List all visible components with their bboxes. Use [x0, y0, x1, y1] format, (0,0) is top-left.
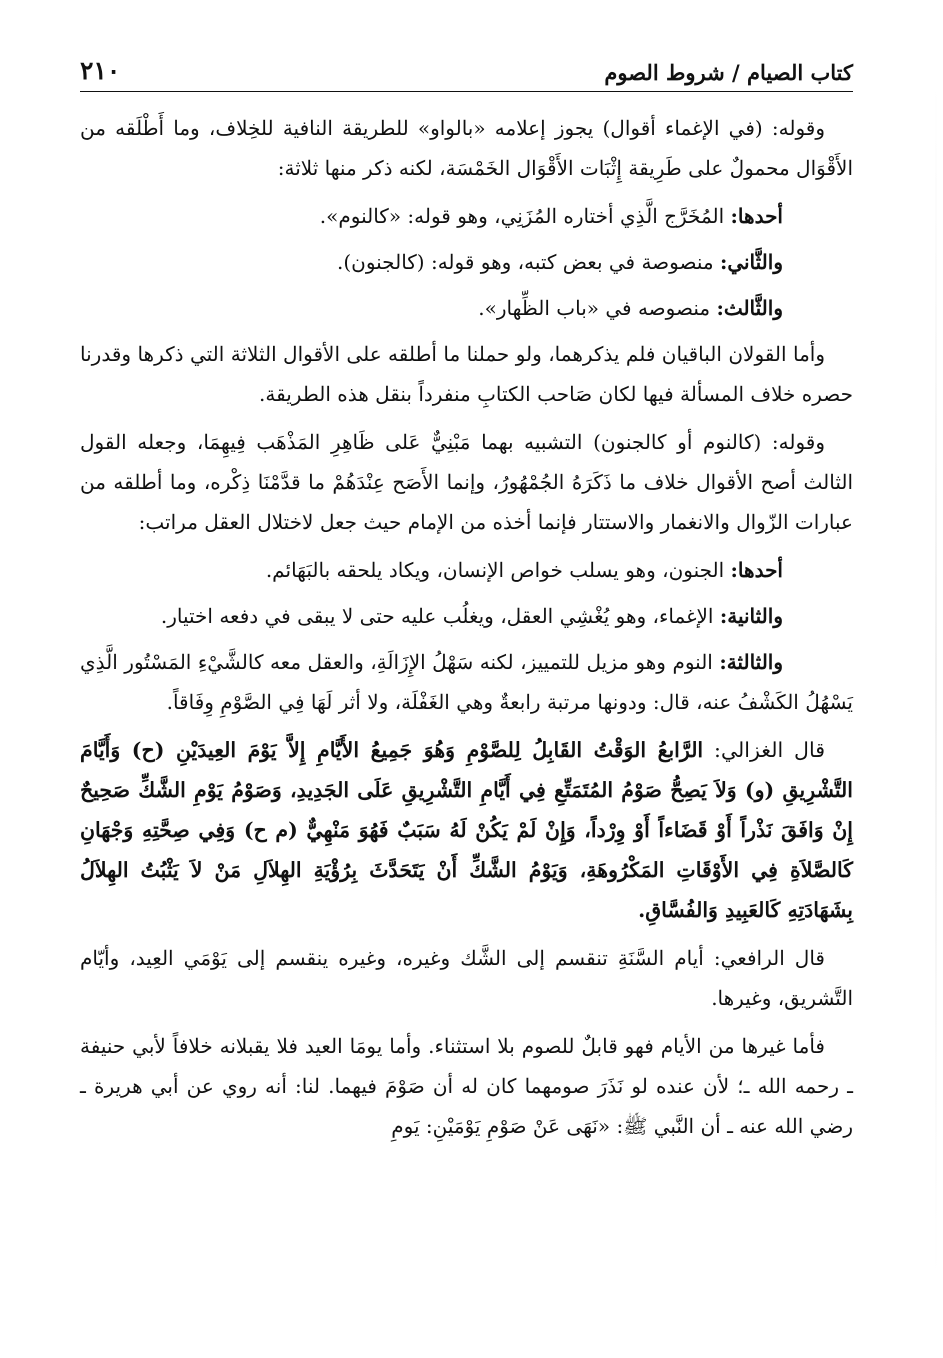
list-item-lead: أحدها:	[730, 558, 783, 582]
list-item-text: الإغماء، وهو يُغْشِي العقل، ويغلُب عليه حتى لا يبقى في دفعه اختيار.	[160, 604, 720, 628]
list-item-text: المُخَرَّج الَّذِي أختاره المُزَنِي، وهو قوله: «كالنوم».	[319, 204, 731, 228]
list-item-lead: أحدها:	[730, 204, 783, 228]
list-item-first-opinion	[80, 196, 783, 236]
page-header	[80, 52, 853, 92]
list-item-text: الجنون، وهو يسلب خواص الإنسان، ويكاد يلحقه بالبَهَائم.	[265, 558, 731, 582]
list-item-third-opinion	[80, 288, 783, 328]
paragraph-other-days: فأما غيرها من الأيام فهو قابلٌ للصوم بلا استثناء. وأما يومَا العيد فلا يقبلانه خلافاً لأبي حنيفة ـ رحمه الله ـ؛ لأن عنده لو نَذَرَ صومهما كان له أن صَوْمَ فيهما. لنا: أنه روي عن أبي هريرة ـ رضي الله عنه ـ أن النَّبي ﷺ: «نَهَى عَنْ صَوْمِ يَوْمَيْنِ: يَومِ	[80, 1034, 853, 1138]
list-item-rank-third	[80, 642, 853, 722]
running-title: كتاب الصيام / شروط الصوم	[604, 60, 853, 85]
page-number: ٢١٠	[80, 56, 121, 85]
list-item-text: منصوصه في «باب الظِّهار».	[478, 296, 717, 320]
list-item-text: النوم وهو مزيل للتمييز، لكنه سَهْلُ الإِزَالَةِ، والعقل معه كالشَّيْءِ المَسْتُور الَّذِي يَسْهُلُ الكَشْفُ عنه، قال: ودونها مرتبة رابعةٌ وهي الغَفْلَة، ولا أثر لَهَا فِي الصَّوْمِ وِفَاقاً.	[80, 650, 853, 714]
paragraph-intro: وقوله: (في الإغماء أقوال) يجوز إعلامه «بالواو» للطريقة النافية للخِلاف، وما أَطْلَقه من الأَقْوَال محمولٌ على طَرِيقة إِثْبَات الأَقْوَال الخَمْسَة، لكنه ذكر منها ثلاثة:	[80, 116, 853, 180]
page-edge-shadow	[935, 80, 937, 1280]
list-item-lead: والثالثة:	[719, 650, 783, 674]
list-item-text: منصوصة في بعض كتبه، وهو قوله: (كالجنون).	[336, 250, 720, 274]
list-item-lead: والثانية:	[719, 604, 783, 628]
paragraph-rafii: قال الرافعي: أيام السَّنَةِ تنقسم إلى الشَّك وغيره، وغيره ينقسم إلى يَوْمَي العِيد، وأيّام التَّشريق، وغيرها.	[80, 946, 853, 1010]
paragraph-ghazali-matn	[80, 730, 853, 930]
list-item-lead: والثَّالث:	[716, 296, 783, 320]
ghazali-lead: قال الغزالي:	[703, 738, 825, 762]
paragraph-likening: وقوله: (كالنوم أو كالجنون) التشبيه بهما مَبْنِيٌّ عَلى ظَاهِرِ المَذْهَب فِيهِمَا، وجعله القول الثالث أصح الأقوال خلاف ما ذَكَرَهُ الجُمْهُورُ، وإنما الأَصَح عِنْدَهُمْ ما قدَّمْنَا ذِكْره، وما أطلقه من عبارات الزّوال والانغمار والاستتار فإنما أخذه من الإمام حيث جعل لاختلال العقل مراتب:	[80, 430, 853, 534]
paragraph-remaining-opinions: وأما القولان الباقيان فلم يذكرهما، ولو حملنا ما أطلقه على الأقوال الثلاثة التي ذكرها وقدرنا حصره خلاف المسألة فيها لكان صَاحب الكتابِ منفرداً بنقل هذه الطريقة.	[80, 342, 853, 406]
list-item-lead: والثَّاني:	[719, 250, 783, 274]
list-item-second-opinion	[80, 242, 783, 282]
list-item-rank-first	[80, 550, 783, 590]
list-item-rank-second	[80, 596, 783, 636]
page-body	[80, 108, 853, 1154]
ghazali-text: الرَّابعُ الوَقْتُ القَابِلُ لِلصَّوْمِ وَهُوَ جَمِيعُ الأَيَّامِ إِلاَّ يَوْمَ العِيدَيْنِ (ح) وَأَيَّامَ التَّشْرِيقِ (و) وَلاَ يَصِحُّ صَوْمُ المُتَمَتِّعِ فِي أَيَّامِ التَّشْرِيقِ عَلَى الجَدِيدِ، وَصَوْمُ يَوْمِ الشَّكِّ صَحِيحٌ إِنْ وَافَقَ نَذْراً أَوْ قَضَاءاً أَوْ وِرْداً، وَإِنْ لَمْ يَكُنْ لَهُ سَبَبٌ فَهُوَ مَنْهِيٌّ (م ح) وَفِي صِحَّتِهِ وَجْهَانِ كَالصَّلاَةِ فِي الأَوْقَاتِ المَكْرُوهَةِ، وَيَوْمُ الشَّكِّ أَنْ يَتَحَدَّثَ بِرُؤْيَةِ الهِلاَلِ مَنْ لاَ يَثْبُتُ الهِلاَلُ بِشَهَادَتِهِ كَالعَبِيدِ وَالفُسَّاقِ.	[80, 738, 853, 922]
